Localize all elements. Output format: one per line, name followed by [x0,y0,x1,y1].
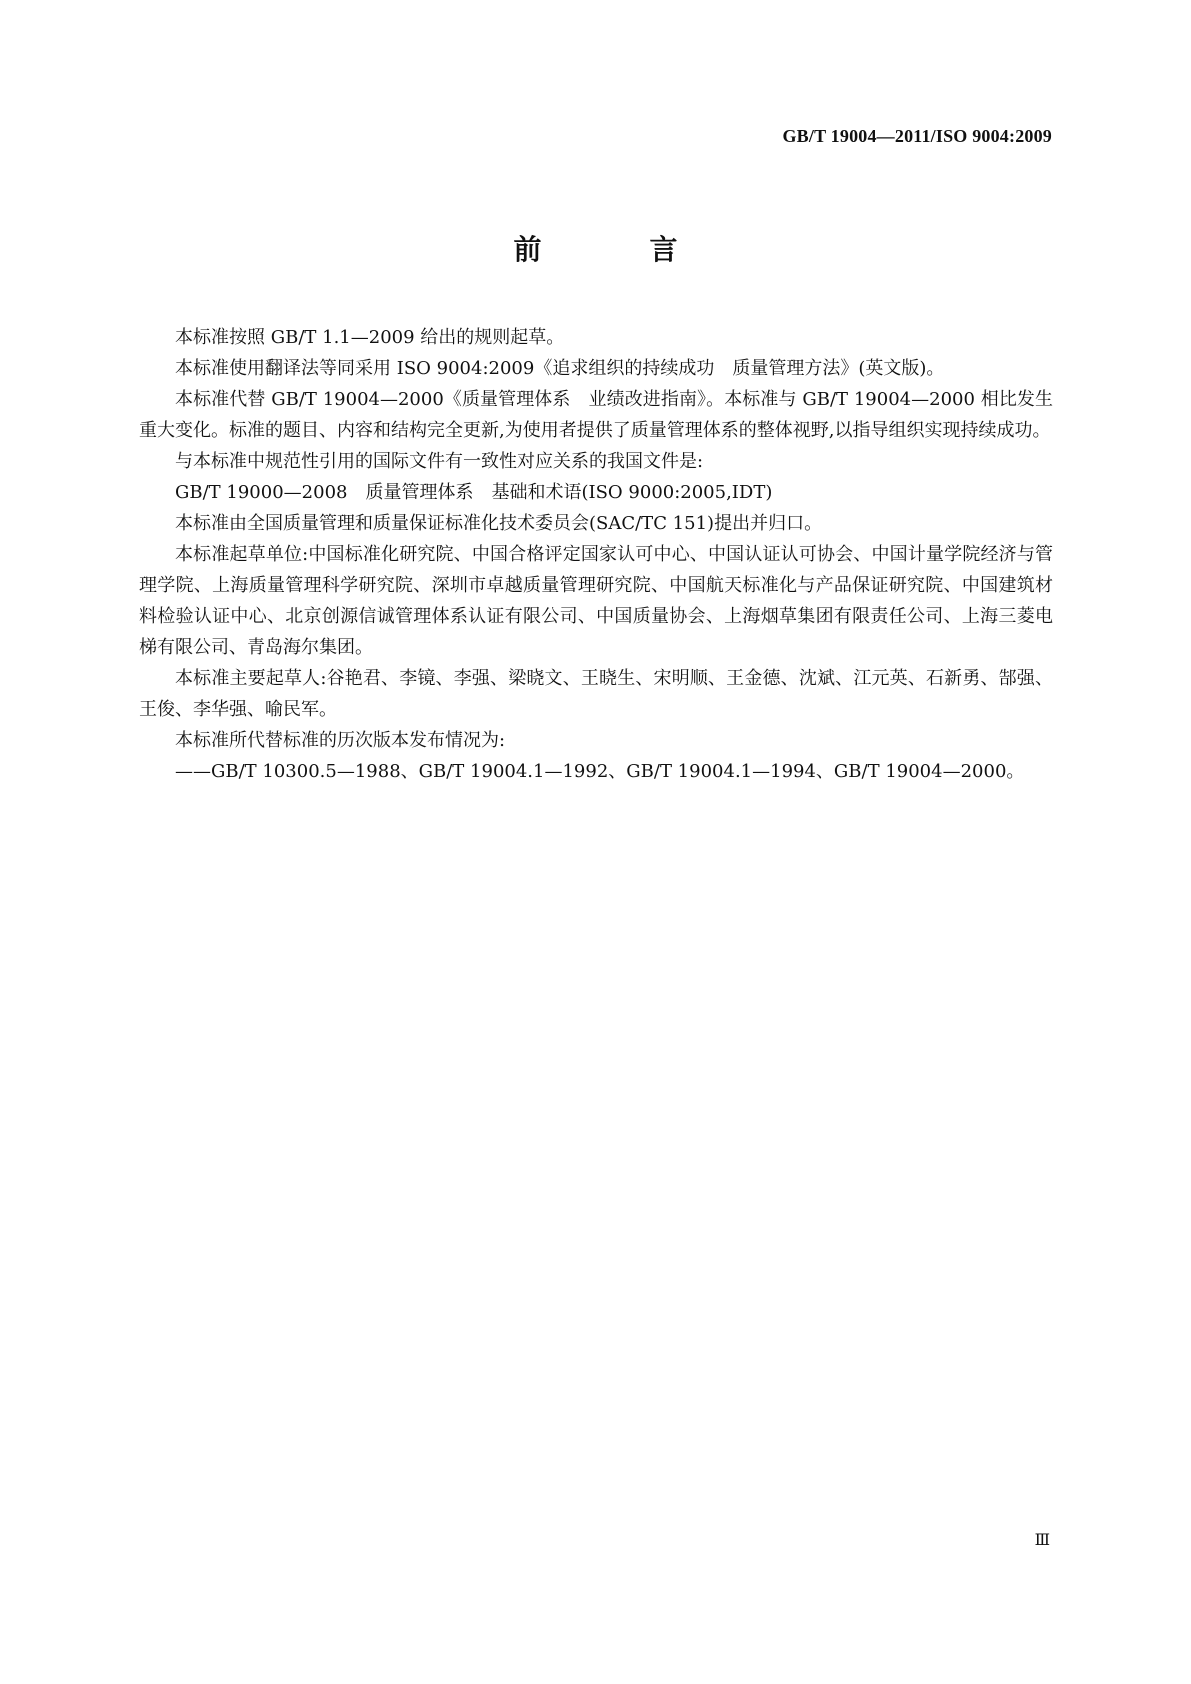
paragraph-normative-references-intro: 与本标准中规范性引用的国际文件有一致性对应关系的我国文件是: [175,451,704,472]
paragraph-replacement: 本标准代替 GB/T 19004—2000《质量管理体系 业绩改进指南》。本标准与 GB/T 19004—2000 相比发生重大变化。标准的题目、内容和结构完全更新,为使用者提供了质量管理体系的整体视野,以指导组织实现持续成功。 [139,389,1053,441]
paragraph-adoption: 本标准使用翻译法等同采用 ISO 9004:2009《追求组织的持续成功 质量管理方法》(英文版)。 [175,358,945,379]
standard-code-header: GB/T 19004—2011/ISO 9004:2009 [782,126,1052,146]
paragraph-previous-editions: ——GB/T 10300.5—1988、GB/T 19004.1—1992、GB/T 19004.1—1994、GB/T 19004—2000。 [175,761,1025,782]
paragraph-proposed-by: 本标准由全国质量管理和质量保证标准化技术委员会(SAC/TC 151)提出并归口。 [175,513,823,534]
paragraph-drafting-organizations: 本标准起草单位:中国标准化研究院、中国合格评定国家认可中心、中国认证认可协会、中国计量学院经济与管理学院、上海质量管理科学研究院、深圳市卓越质量管理研究院、中国航天标准化与产品保证研究院、中国建筑材料检验认证中心、北京创源信诚管理体系认证有限公司、中国质量协会、上海烟草集团有限责任公司、上海三菱电梯有限公司、青岛海尔集团。 [139,544,1053,658]
paragraph-main-drafters: 本标准主要起草人:谷艳君、李镜、李强、梁晓文、王晓生、宋明顺、王金德、沈斌、江元英、石新勇、郜强、王俊、李华强、喻民军。 [139,668,1053,720]
page-title: 前 言 [513,233,718,266]
paragraph-normative-reference: GB/T 19000—2008 质量管理体系 基础和术语(ISO 9000:2005,IDT) [175,482,773,503]
paragraph-drafting-rules: 本标准按照 GB/T 1.1—2009 给出的规则起草。 [175,327,565,348]
foreword-body [139,322,1053,787]
page-number: Ⅲ [1034,1532,1050,1549]
paragraph-previous-editions-intro: 本标准所代替标准的历次版本发布情况为: [175,730,506,751]
